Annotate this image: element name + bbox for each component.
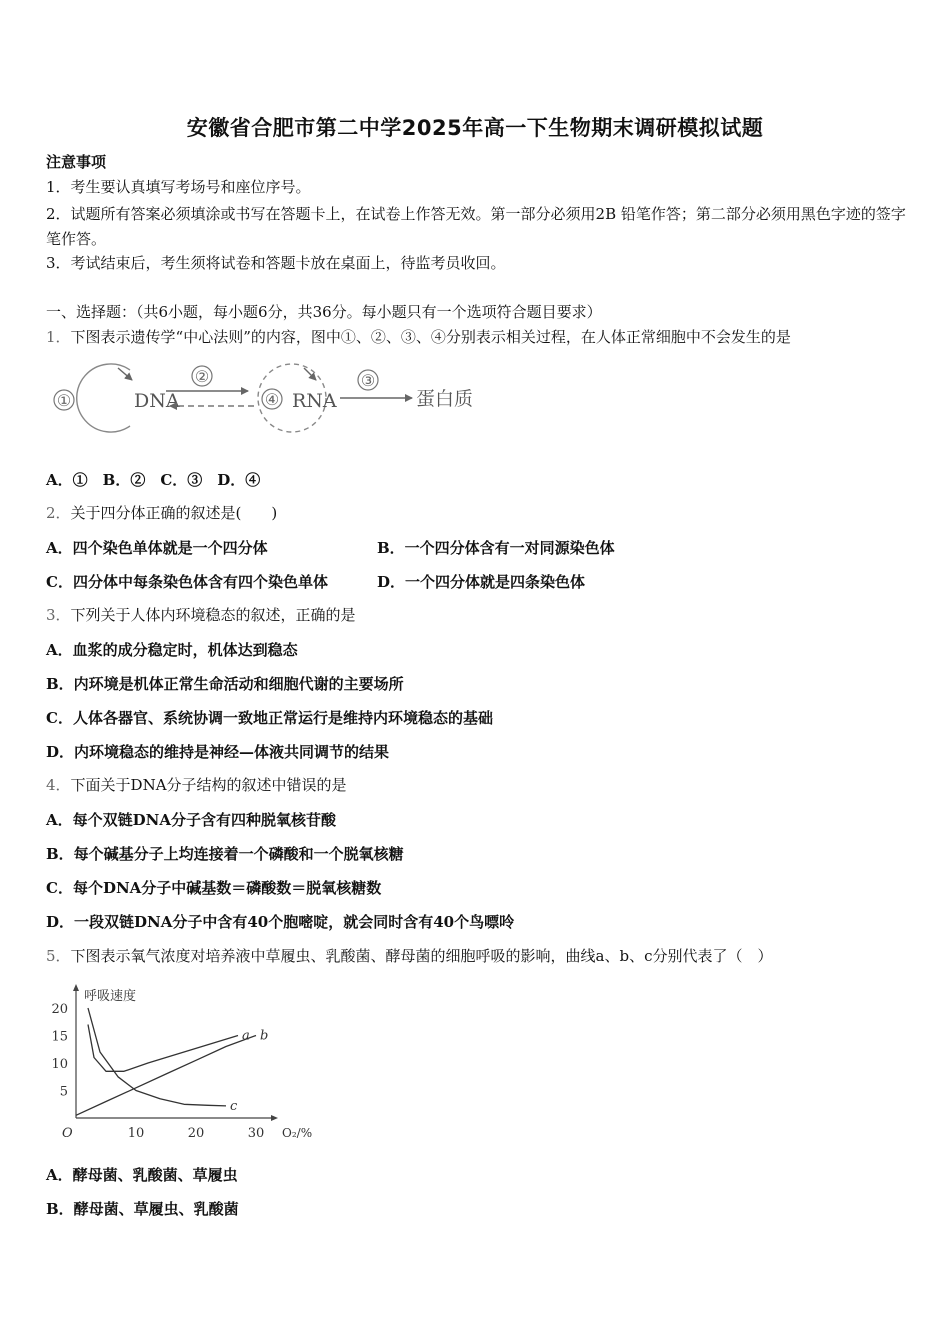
q3-option-a: A．血浆的成分稳定时，机体达到稳态 xyxy=(46,641,298,659)
rna-label: RNA xyxy=(292,390,337,412)
replication-arc xyxy=(77,364,130,432)
process-2-label: ② xyxy=(194,367,210,386)
respiration-chart xyxy=(46,978,346,1146)
y-axis-arrow xyxy=(73,984,79,991)
question-stem: 下列关于人体内环境稳态的叙述，正确的是 xyxy=(70,606,356,624)
question-3 xyxy=(46,605,356,625)
question-number: 5． xyxy=(46,947,71,965)
process-3-label: ③ xyxy=(360,371,376,390)
y-axis-label: 呼吸速度 xyxy=(84,989,137,1004)
curve-label-a: a xyxy=(242,1028,250,1044)
notice-heading: 注意事项 xyxy=(46,153,107,171)
rna-replication-arrow xyxy=(304,368,316,380)
x-axis-label: O₂/% xyxy=(282,1126,313,1140)
x-tick-label: 10 xyxy=(127,1126,145,1141)
q4-option-c: C．每个DNA分子中碱基数＝磷酸数＝脱氧核糖数 xyxy=(46,879,382,897)
x-tick-label: 20 xyxy=(187,1126,205,1141)
section-heading: 一、选择题：（共6小题，每小题6分，共36分。每小题只有一个选项符合题目要求） xyxy=(46,303,602,321)
q4-option-d: D．一段双链DNA分子中含有40个胞嘧啶，就会同时含有40个鸟嘌呤 xyxy=(46,913,515,931)
q3-option-d: D．内环境稳态的维持是神经—体液共同调节的结果 xyxy=(46,743,390,761)
question-stem: 下图表示氧气浓度对培养液中草履虫、乳酸菌、酵母菌的细胞呼吸的影响，曲线a、b、c分别代表了（ ） xyxy=(70,947,773,965)
process-4-label: ④ xyxy=(264,390,280,409)
question-5 xyxy=(46,946,773,966)
x-tick-label: 30 xyxy=(247,1126,265,1141)
question-1 xyxy=(46,327,791,347)
central-dogma-diagram xyxy=(48,358,488,434)
protein-label: 蛋白质 xyxy=(416,388,474,410)
chart-ticks xyxy=(51,1002,264,1141)
q2-option-b: B．一个四分体含有一对同源染色体 xyxy=(377,539,615,557)
question-stem: 下图表示遗传学“中心法则”的内容，图中①、②、③、④分别表示相关过程，在人体正常细胞中不会发生的是 xyxy=(70,328,791,346)
q4-option-b: B．每个碱基分子上均连接着一个磷酸和一个脱氧核糖 xyxy=(46,845,404,863)
q2-option-a: A．四个染色单体就是一个四分体 xyxy=(46,539,268,557)
y-tick-label: 10 xyxy=(51,1057,68,1072)
curve-a xyxy=(88,1025,238,1072)
q3-option-c: C．人体各器官、系统协调一致地正常运行是维持内环境稳态的基础 xyxy=(46,709,493,727)
question-4 xyxy=(46,775,347,795)
origin-label: O xyxy=(62,1126,73,1141)
question-number: 3． xyxy=(46,606,71,624)
question-stem: 关于四分体正确的叙述是( ) xyxy=(70,504,278,522)
question-number: 4． xyxy=(46,776,71,794)
notice-item-1: 1．考生要认真填写考场号和座位序号。 xyxy=(46,178,311,196)
chart-series xyxy=(76,1008,268,1115)
curve-b xyxy=(76,1036,256,1116)
question-number: 1． xyxy=(46,328,71,346)
y-tick-label: 15 xyxy=(51,1029,68,1045)
q2-option-c: C．四分体中每条染色体含有四个染色单体 xyxy=(46,573,328,591)
dna-label: DNA xyxy=(134,390,180,412)
q4-option-a: A．每个双链DNA分子含有四种脱氧核苷酸 xyxy=(46,811,336,829)
q5-option-b: B．酵母菌、草履虫、乳酸菌 xyxy=(46,1200,239,1218)
question-number: 2． xyxy=(46,504,71,522)
y-tick-label: 20 xyxy=(51,1002,68,1017)
y-tick-label: 5 xyxy=(59,1084,68,1100)
q5-option-a: A．酵母菌、乳酸菌、草履虫 xyxy=(46,1166,238,1184)
curve-label-b: b xyxy=(260,1028,269,1044)
q3-option-b: B．内环境是机体正常生命活动和细胞代谢的主要场所 xyxy=(46,675,404,693)
question-stem: 下面关于DNA分子结构的叙述中错误的是 xyxy=(70,776,347,794)
notice-item-3: 3．考试结束后，考生须将试卷和答题卡放在桌面上，待监考员收回。 xyxy=(46,254,506,272)
q1-options: A．① B．② C．③ D．④ xyxy=(46,471,261,489)
x-axis-arrow xyxy=(271,1115,278,1121)
notice-item-2: 2．试题所有答案必须填涂或书写在答题卡上，在试卷上作答无效。第一部分必须用2B 铅笔作答；第二部分必须用黑色字迹的签字笔作答。 xyxy=(46,205,906,248)
curve-c xyxy=(88,1008,226,1106)
page-title: 安徽省合肥市第二中学2025年高一下生物期末调研模拟试题 xyxy=(186,116,764,140)
process-1-label: ① xyxy=(56,391,72,410)
chart-axes xyxy=(73,984,278,1121)
question-2 xyxy=(46,503,277,523)
curve-label-c: c xyxy=(230,1098,238,1114)
q2-option-d: D．一个四分体就是四条染色体 xyxy=(377,573,586,591)
